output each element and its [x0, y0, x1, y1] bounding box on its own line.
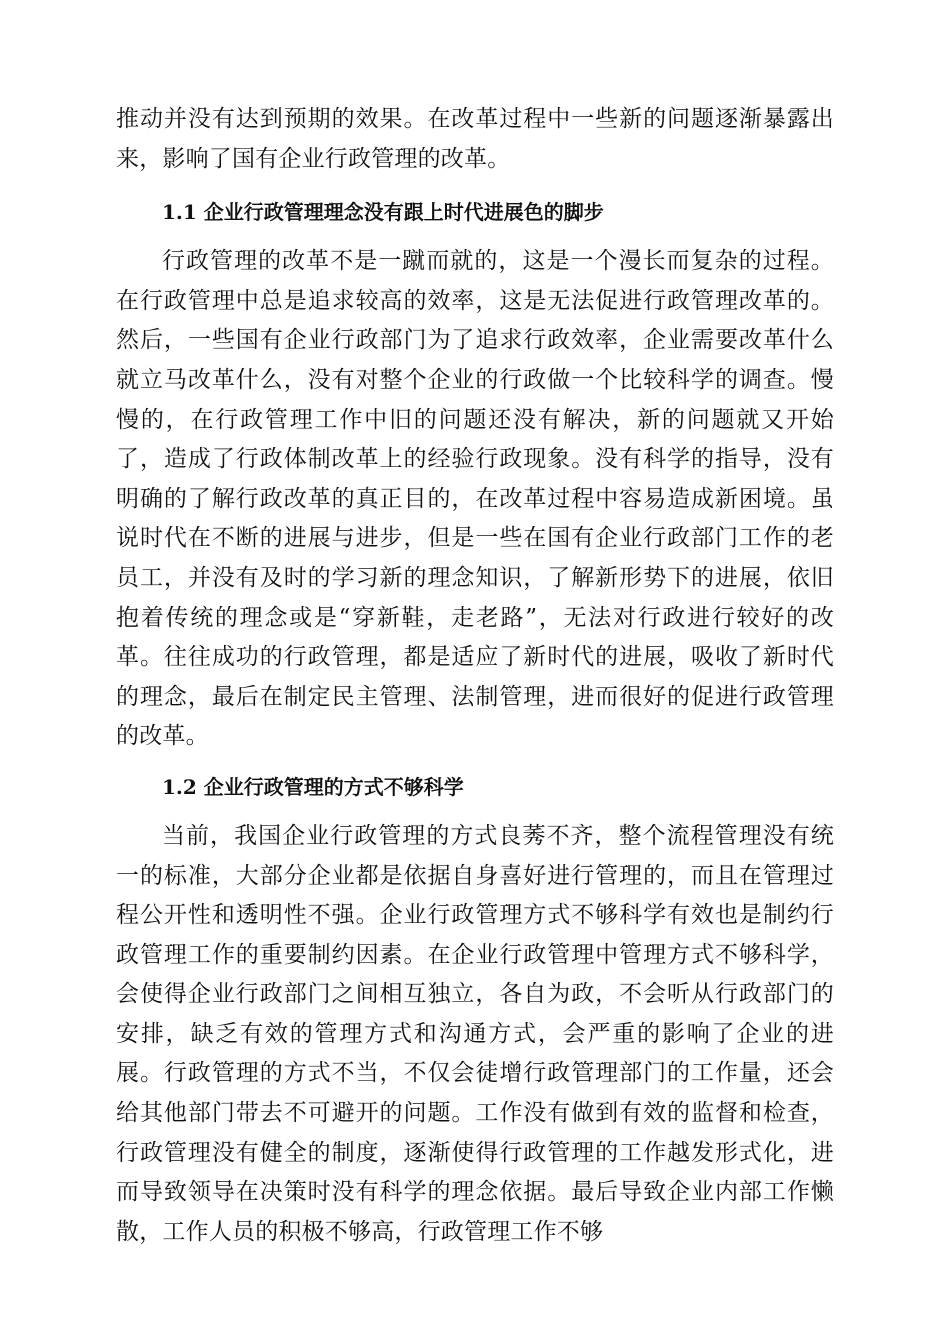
- section-body-1-2: 当前，我国企业行政管理的方式良莠不齐，整个流程管理没有统一的标准，大部分企业都是依据自身喜好进行管理的，而且在管理过程公开性和透明性不强。企业行政管理方式不够科学有效也是制约行政管理工作的重要制约因素。在企业行政管理中管理方式不够科学，会使得企业行政部门之间相互独立，各自为政，不会听从行政部门的安排，缺乏有效的管理方式和沟通方式，会严重的影响了企业的进展。行政管理的方式不当，不仅会徒增行政管理部门的工作量，还会给其他部门带去不可避开的问题。工作没有做到有效的监督和检查，行政管理没有健全的制度，逐渐使得行政管理的工作越发形式化，进而导致领导在决策时没有科学的理念依据。最后导致企业内部工作懒散，工作人员的积极不够高，行政管理工作不够: [116, 822, 834, 1245]
- document-page: [116, 100, 834, 1262]
- intro-paragraph: 推动并没有达到预期的效果。在改革过程中一些新的问题逐渐暴露出来，影响了国有企业行政管理的改革。: [116, 106, 834, 172]
- section-heading-1-1: 1.1 企业行政管理理念没有跟上时代进展色的脚步: [162, 200, 604, 225]
- section-heading-1-2: 1.2 企业行政管理的方式不够科学: [162, 774, 464, 799]
- section-body-1-1: 行政管理的改革不是一蹴而就的，这是一个漫长而复杂的过程。在行政管理中总是追求较高的效率，这是无法促进行政管理改革的。然后，一些国有企业行政部门为了追求行政效率，企业需要改革什么就立马改革什么，没有对整个企业的行政做一个比较科学的调查。慢慢的，在行政管理工作中旧的问题还没有解决，新的问题就又开始了，造成了行政体制改革上的经验行政现象。没有科学的指导，没有明确的了解行政改革的真正目的，在改革过程中容易造成新困境。虽说时代在不断的进展与进步，但是一些在国有企业行政部门工作的老员工，并没有及时的学习新的理念知识，了解新形势下的进展，依旧抱着传统的理念或是“穿新鞋，走老路”，无法对行政进行较好的改革。往往成功的行政管理，都是适应了新时代的进展，吸收了新时代的理念，最后在制定民主管理、法制管理，进而很好的促进行政管理的改革。: [116, 248, 834, 750]
